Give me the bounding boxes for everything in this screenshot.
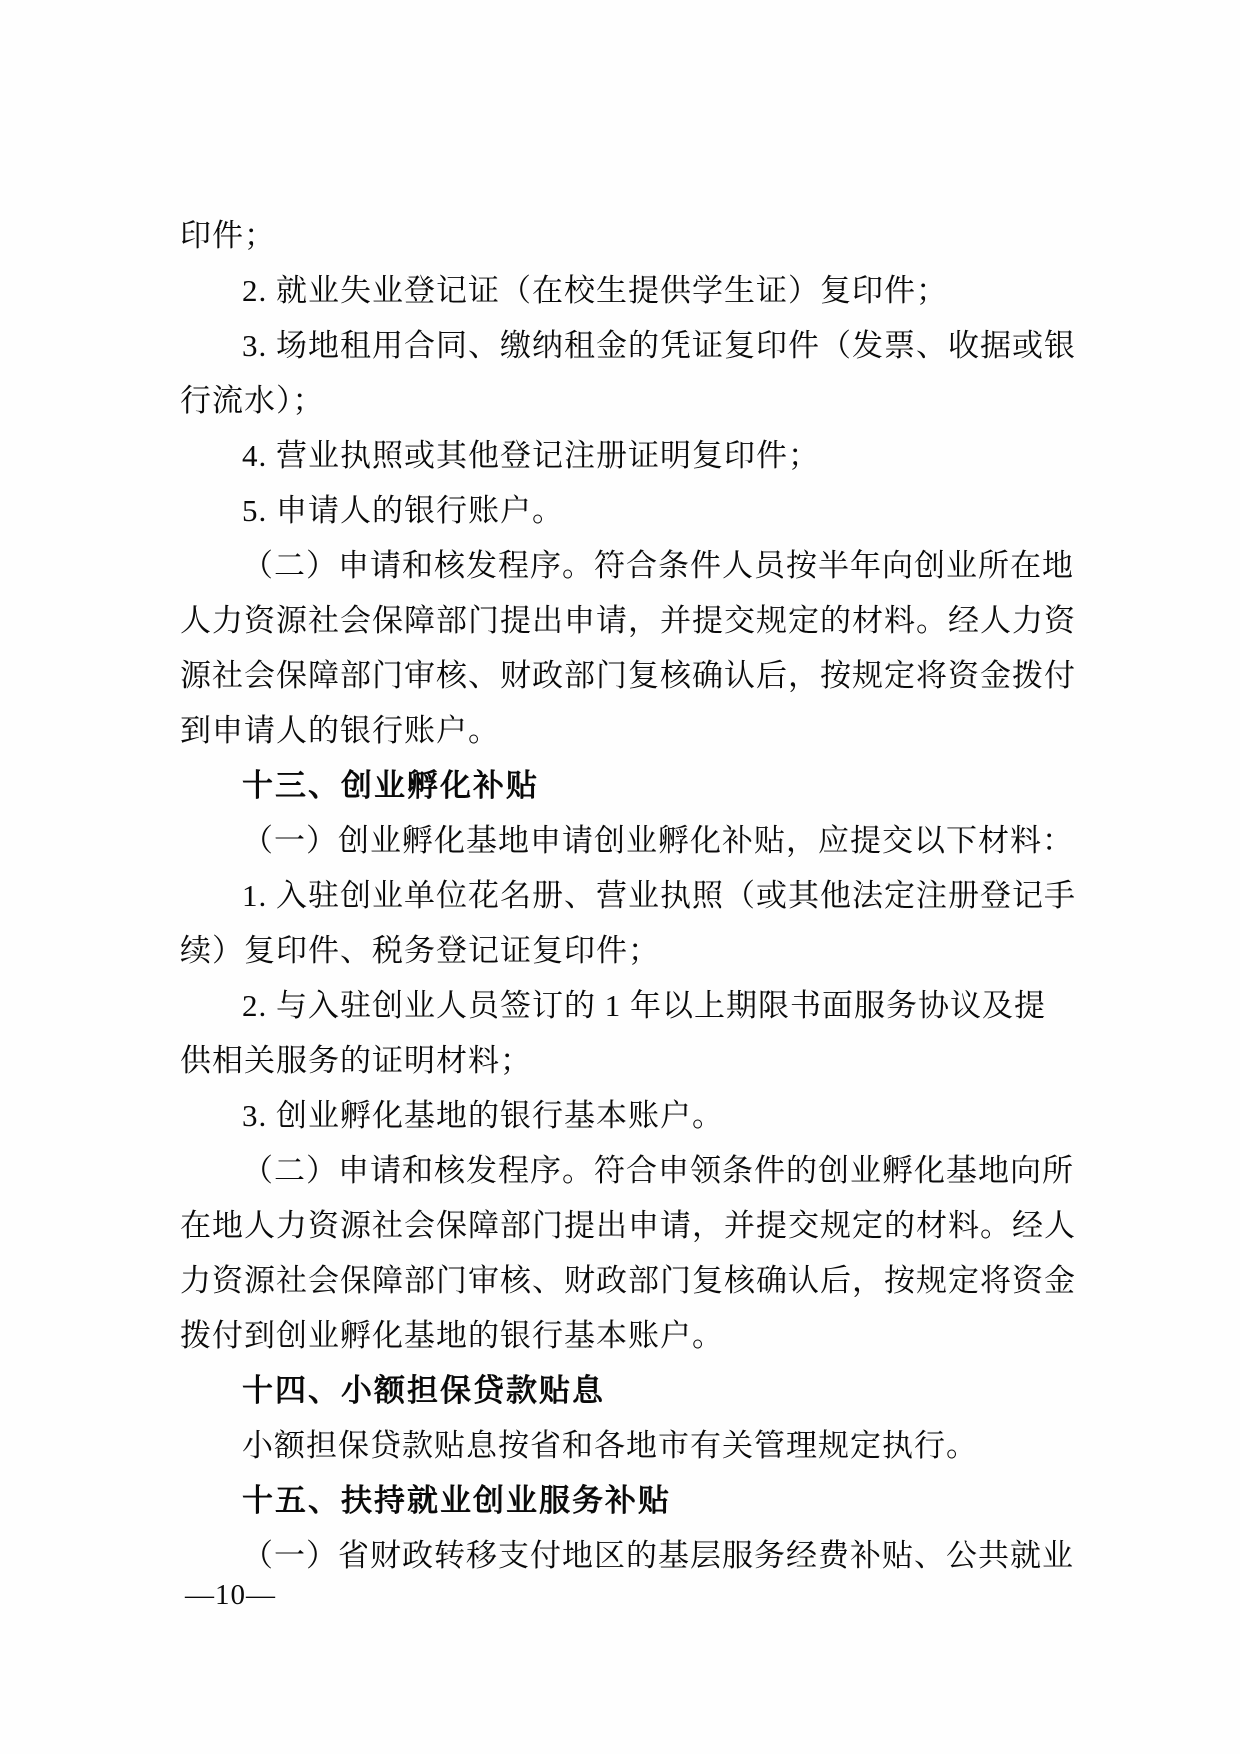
text-line: （二）申请和核发程序。符合条件人员按半年向创业所在地 [242, 548, 1074, 583]
text-line: 2. 就业失业登记证（在校生提供学生证）复印件； [242, 273, 948, 308]
text-line: 源社会保障部门审核、财政部门复核确认后，按规定将资金拨付 [180, 658, 1076, 693]
text-line: （一）创业孵化基地申请创业孵化补贴，应提交以下材料： [242, 823, 1074, 858]
text-line: 供相关服务的证明材料； [180, 1043, 532, 1078]
text-line: 2. 与入驻创业人员签订的 1 年以上期限书面服务协议及提 [242, 988, 1046, 1023]
text-line: 3. 创业孵化基地的银行基本账户。 [242, 1098, 724, 1133]
text-line: 4. 营业执照或其他登记注册证明复印件； [242, 438, 820, 473]
document-text-block [180, 208, 1076, 1583]
text-line: 到申请人的银行账户。 [180, 713, 500, 748]
text-line: 人力资源社会保障部门提出申请，并提交规定的材料。经人力资 [180, 603, 1076, 638]
section-heading: 十四、小额担保贷款贴息 [242, 1373, 605, 1408]
text-line: （一）省财政转移支付地区的基层服务经费补贴、公共就业 [242, 1538, 1074, 1573]
section-heading: 十五、扶持就业创业服务补贴 [242, 1483, 671, 1518]
text-line: 3. 场地租用合同、缴纳租金的凭证复印件（发票、收据或银 [242, 328, 1076, 363]
text-line: 力资源社会保障部门审核、财政部门复核确认后，按规定将资金 [180, 1263, 1076, 1298]
text-line: 1. 入驻创业单位花名册、营业执照（或其他法定注册登记手 [242, 878, 1076, 913]
text-line: 小额担保贷款贴息按省和各地市有关管理规定执行。 [242, 1428, 978, 1463]
text-line: 在地人力资源社会保障部门提出申请，并提交规定的材料。经人 [180, 1208, 1076, 1243]
text-line: 5. 申请人的银行账户。 [242, 493, 564, 528]
page-number: —10— [185, 1579, 276, 1611]
text-line: 行流水）； [180, 383, 325, 418]
text-line: （二）申请和核发程序。符合申领条件的创业孵化基地向所 [242, 1153, 1074, 1188]
section-heading: 十三、创业孵化补贴 [242, 768, 539, 803]
text-line: 拨付到创业孵化基地的银行基本账户。 [180, 1318, 724, 1353]
text-line: 印件； [180, 218, 276, 253]
text-line: 续）复印件、税务登记证复印件； [180, 933, 660, 968]
